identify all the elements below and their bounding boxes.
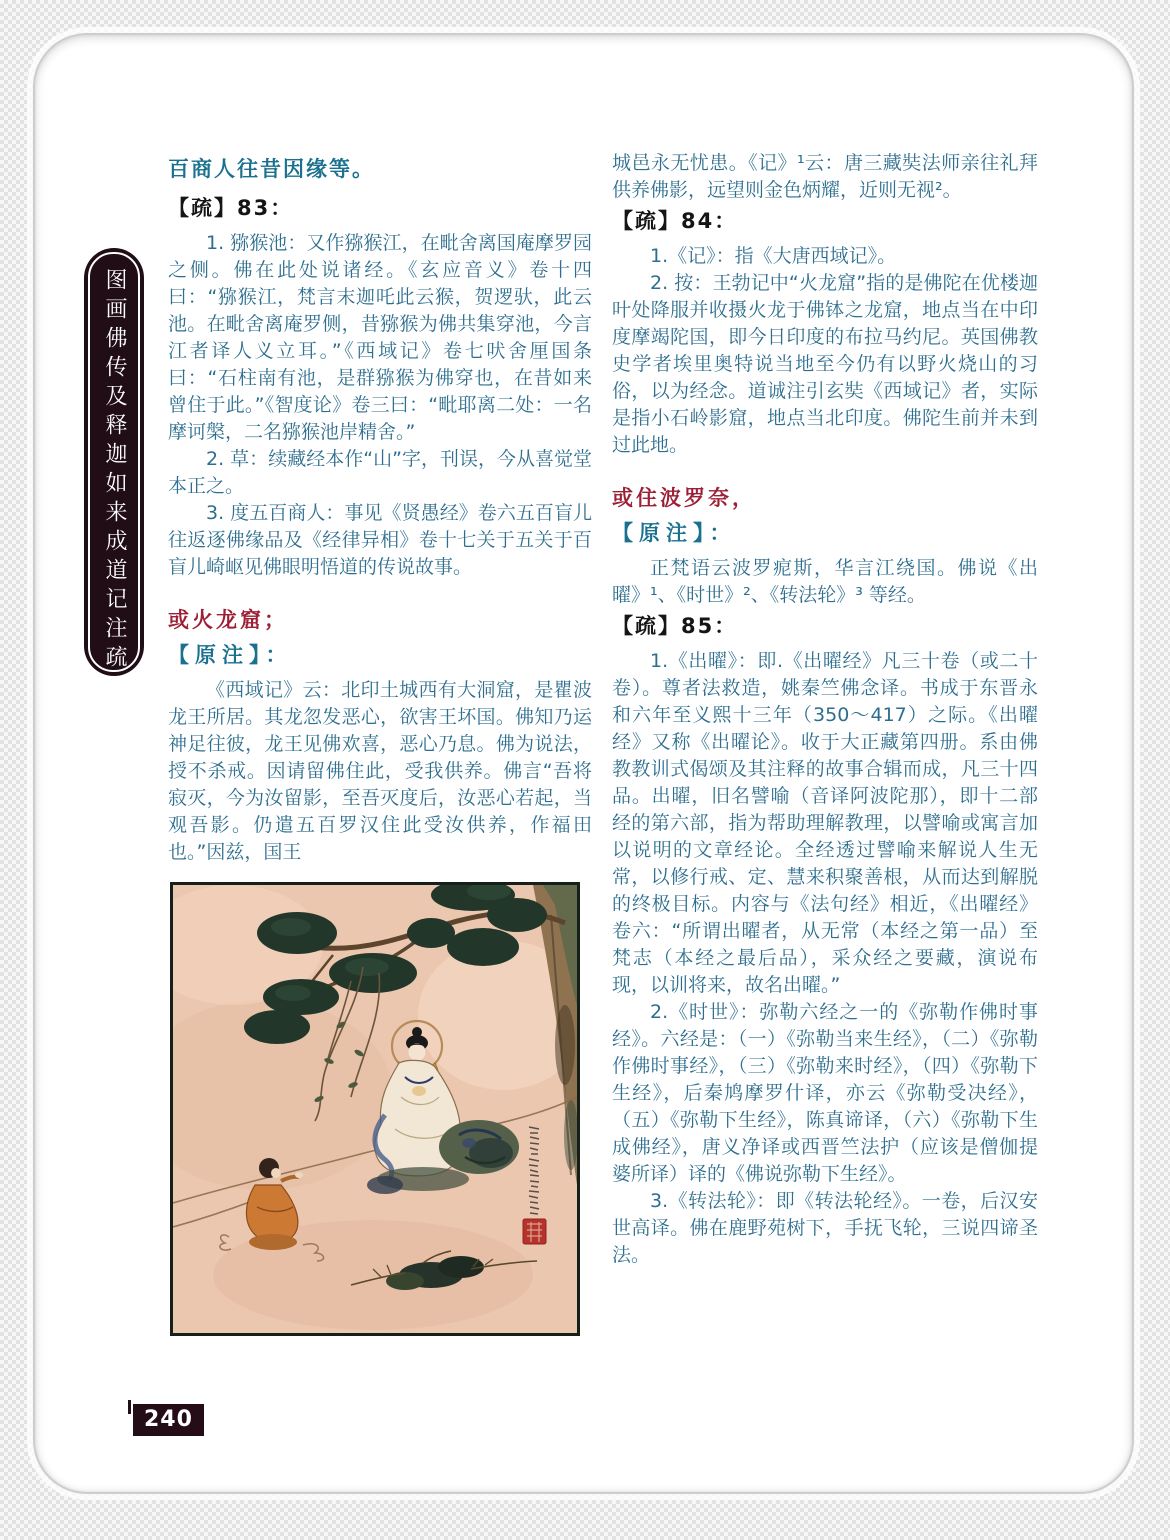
left-column (168, 156, 592, 1336)
note-paragraph: 1.《出曜》：即.《出曜经》凡三十卷（或二十卷）。尊者法救造，姚秦竺佛念译。书成于东晋永和六年至义熙十三年（350～417）之际。《出曜经》又称《出曜论》。收于大正藏第四册。系由佛教教训式偈颂及其注释的故事合辑而成，凡三十四品。出曜，旧名譬喻（音译阿波陀那），即十二部经的第六部，指为帮助理解教理，以譬喻或寓言加以说明的文章经论。全经透过譬喻来解说人生无常，以修行戒、定、慧来积聚善根，从而达到解脱的终极目标。内容与《法句经》相近，《出曜经》卷六：“所谓出曜者，从无常（本经之第一品）至梵志（本经之最后品），采众经之要藏，演说布现，以训将来，故名出曜。” (612, 650, 1038, 996)
rock-base (367, 1176, 403, 1194)
right-column (612, 150, 1038, 1269)
shu-83-label: 【疏】83： (168, 196, 294, 220)
yuanzhu-label: 【原注】： (612, 521, 737, 545)
note-paragraph: 1. 猕猴池：又作猕猴江，在毗舍离国庵摩罗园之侧。佛在此处说诸经。《玄应音义》卷十四曰：“猕猴江，梵言末迦吒此云猴，贺逻驮，此云池。在毗舍离庵罗侧，昔猕猴为佛共集穿池，今言江者译人义立耳。”《西域记》卷七吠舍厘国条曰：“石柱南有池，是群猕猴为佛穿也，在昔如来曾住于此。”《智度论》卷三曰：“毗耶离二处：一名摩诃槃，二名猕猴池岸精舍。” (168, 232, 592, 443)
yuanzhu-paragraph: 《西域记》云：北印土城西有大洞窟，是瞿波龙王所居。其龙忽发恶心，欲害王坏国。佛知乃运神足往彼，龙王见佛欢喜，恶心乃息。佛为说法，授不杀戒。因请留佛住此，受我供养。佛言“吾将寂灭，今为汝留影，至吾灭度后，汝恶心若起，当观吾影。仍遣五百罗汉住此受汝供养，作福田也。”因兹，国王 (168, 679, 592, 863)
note-paragraph: 1.《记》：指《大唐西域记》。 (650, 245, 897, 267)
shu-84-label: 【疏】84： (612, 209, 738, 233)
yuanzhu-label: 【原注】： (168, 643, 293, 667)
note-paragraph: 2. 草：续藏经本作“山”字，刊误，今从喜觉堂本正之。 (168, 448, 592, 497)
shu-85-label: 【疏】85： (612, 614, 738, 638)
note-paragraph: 3.《转法轮》：即《转法轮经》。一卷，后汉安世高译。佛在鹿野苑树下，手抚飞轮，三说四谛圣法。 (612, 1190, 1038, 1266)
section-heading-boluonai: 或住波罗奈， (612, 486, 756, 510)
continuation-paragraph: 城邑永无忧患。《记》¹云：唐三藏奘法师亲往礼拜供养佛影，远望则金色炳耀，近则无视²。 (612, 152, 1038, 201)
note-paragraph: 2.《时世》：弥勒六经之一的《弥勒作佛时事经》。六经是：（一）《弥勒当来生经》，（二）《弥勒作佛时事经》，（三）《弥勒来时经》，（四）《弥勒下生经》，后秦鸠摩罗什译，亦云《弥勒受决经》，（五）《弥勒下生经》，陈真谛译，（六）《弥勒下生成佛经》，唐义净译或西晋竺法护（应该是僧伽提婆所译）译的《佛说弥勒下生经》。 (612, 1001, 1038, 1185)
note-paragraph: 2. 按：王勃记中“火龙窟”指的是佛陀在优楼迦叶处降服并收摄火龙于佛钵之龙窟，地点当在中印度摩竭陀国，即今日印度的布拉马约尼。英国佛教史学者埃里奥特说当地至今仍有以野火烧山的习俗，以为经念。道诚注引玄奘《西域记》者，实际是指小石岭影窟，地点当北印度。佛陀生前并未到过此地。 (612, 272, 1038, 456)
continuation-heading: 百商人往昔因缘等。 (168, 157, 375, 181)
section-heading-huolongku: 或火龙窟； (168, 608, 288, 632)
note-paragraph: 3. 度五百商人：事见《贤愚经》卷六五百盲儿往返逐佛缘品及《经律异相》卷十七关于五关于百盲儿崎岖见佛眼明悟道的传说故事。 (168, 502, 592, 578)
page-number-badge: 240 (133, 1404, 204, 1436)
artist-seal (523, 1219, 546, 1244)
buddha-painting-svg (173, 885, 577, 1333)
buddha-painting (170, 882, 580, 1336)
book-spine-title: 图画佛传及释迦如来成道记注疏 (102, 268, 127, 674)
yuanzhu-paragraph: 正梵语云波罗痆斯，华言江绕国。佛说《出曜》¹、《时世》²、《转法轮》³ 等经。 (612, 557, 1038, 606)
dragon-rock (439, 1120, 519, 1174)
book-spine (84, 248, 144, 676)
